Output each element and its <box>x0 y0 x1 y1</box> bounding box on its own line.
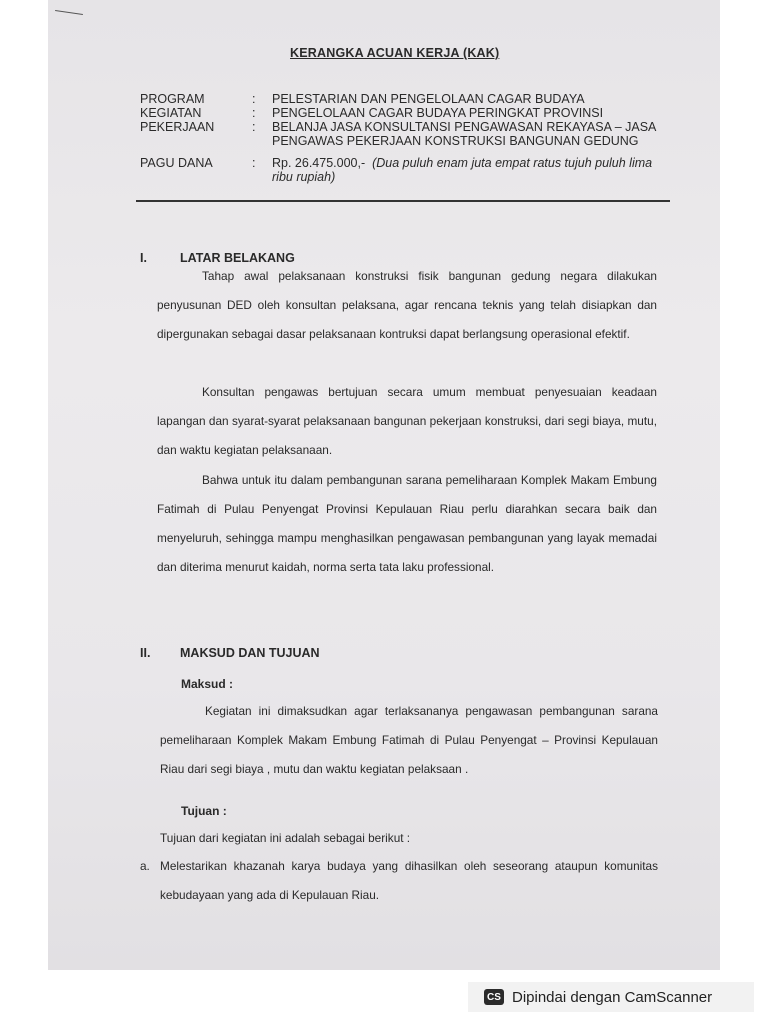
tujuan-intro: Tujuan dari kegiatan ini adalah sebagai berikut : <box>160 831 411 845</box>
kegiatan-row <box>140 106 670 120</box>
section-number: I. <box>140 251 147 265</box>
section-1-paragraph-1: Tahap awal pelaksanaan konstruksi fisik bangunan gedung negara dilakukan penyusunan DED oleh konsultan pelaksana, agar rencana teknis yang telah disiapkan dan dipergunakan sebagai dasar pelaksanaan kontruksi dapat berlangsung operasional efektif. <box>157 269 657 341</box>
header-block <box>140 92 670 184</box>
camscanner-watermark <box>468 982 754 1012</box>
list-item <box>140 852 658 910</box>
colon: : <box>252 156 256 170</box>
section-title: LATAR BELAKANG <box>180 251 295 265</box>
section-1-paragraph-2: Konsultan pengawas bertujuan secara umum membuat penyesuaian keadaan lapangan dan syarat-syarat pelaksanaan bangunan pekerjaan konstruksi, dari segi biaya, mutu, dan waktu kegiatan pelaksanaan. <box>157 385 657 457</box>
program-row <box>140 92 670 106</box>
header-divider <box>136 200 670 202</box>
camscanner-logo-icon: CS <box>484 989 504 1005</box>
pekerjaan-row <box>140 120 670 148</box>
pagu-amount: Rp. 26.475.000,- <box>272 156 366 170</box>
kegiatan-value: PENGELOLAAN CAGAR BUDAYA PERINGKAT PROVINSI <box>272 106 604 120</box>
section-title: MAKSUD DAN TUJUAN <box>180 646 320 660</box>
pekerjaan-label: PEKERJAAN <box>140 120 215 134</box>
list-marker: a. <box>140 859 150 873</box>
colon: : <box>252 92 256 106</box>
section-number: II. <box>140 646 151 660</box>
program-label: PROGRAM <box>140 92 205 106</box>
pagu-row <box>140 156 670 184</box>
kegiatan-label: KEGIATAN <box>140 106 202 120</box>
camscanner-label: Dipindai dengan CamScanner <box>512 988 713 1006</box>
document-title: KERANGKA ACUAN KERJA (KAK) <box>290 46 500 60</box>
list-text: Melestarikan khazanah karya budaya yang dihasilkan oleh seseorang ataupun komunitas kebudayaan yang ada di Kepulauan Riau. <box>160 859 658 902</box>
colon: : <box>252 120 256 134</box>
maksud-label: Maksud : <box>181 677 234 691</box>
maksud-paragraph: Kegiatan ini dimaksudkan agar terlaksananya pengawasan pembangunan sarana pemeliharaan Komplek Makam Embung Fatimah di Pulau Penyengat – Provinsi Kepulauan Riau dari segi biaya , mutu dan waktu kegiatan pelaksaan . <box>160 704 658 776</box>
colon: : <box>252 106 256 120</box>
pagu-words: (Dua puluh enam juta empat ratus tujuh puluh lima ribu rupiah) <box>272 156 653 184</box>
pagu-value <box>272 156 670 184</box>
program-value: PELESTARIAN DAN PENGELOLAAN CAGAR BUDAYA <box>272 92 585 106</box>
tujuan-label: Tujuan : <box>181 804 227 818</box>
section-1-paragraph-3: Bahwa untuk itu dalam pembangunan sarana pemeliharaan Komplek Makam Embung Fatimah di Pulau Penyengat Provinsi Kepulauan Riau perlu diarahkan secara baik dan menyeluruh, sehingga mampu menghasilkan pengawasan pembangunan yang layak memadai dan diterima menurut kaidah, norma serta tata laku professional. <box>157 473 657 574</box>
pekerjaan-value: BELANJA JASA KONSULTANSI PENGAWASAN REKAYASA – JASA PENGAWAS PEKERJAAN KONSTRUKSI BANGUNAN GEDUNG <box>272 120 656 148</box>
pagu-label: PAGU DANA <box>140 156 213 170</box>
section-2-heading <box>140 646 320 660</box>
